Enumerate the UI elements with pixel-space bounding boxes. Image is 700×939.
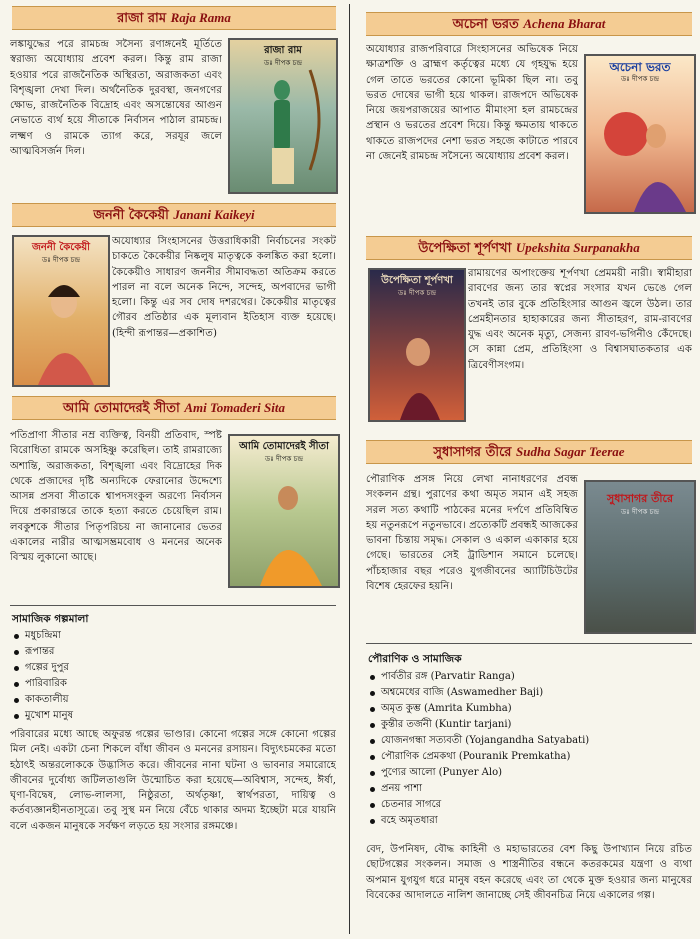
list-item: যোজনগন্ধা সত্যবতী (Yojangandha Satyabati)	[368, 733, 589, 749]
list-item: চেতনার সাগরে	[368, 797, 589, 813]
list-item: প্রনয় পাশা	[368, 781, 589, 797]
cover-title: সুধাসাগর তীরে	[606, 492, 674, 505]
book-cover-achena-bharat	[584, 54, 696, 214]
list-item: বহে অমৃতধারা	[368, 813, 589, 829]
list-item: রূপান্তর	[12, 644, 73, 660]
list-item: অমৃত কুম্ভ (Amrita Kumbha)	[368, 701, 589, 717]
book-cover-upekshita-surpanakha	[368, 268, 466, 422]
social-description: পরিবারের মধ্যে আছে অফুরন্ত গল্পের ভাণ্ডার। কোনো গল্পের সঙ্গে কোনো গল্পের মিল নেই। একটা চেনা শিকলে বাঁধা জীবন ও মননের রসায়ন। বিদ্যুৎচমকের মতো হঠাৎই অন্তরলোককে উদ্ভাসিত করে। জীবনের নানা ঘটনা ও ভাবনার সমারোহে জীবনের দুর্বোধ্য জটিলতাগুলি উন্মোচিত করা হয়েছে—অবিশ্বাস, সন্দেহ, ঈর্ষা, ঘৃণা-বিদ্বেষ, লোভ-লালসা, নিষ্ঠুরতা, অর্থতৃষ্ণা, স্বার্থপরতা, দায়িত্ব ও কর্তব্যজ্ঞানহীনতাসূত্রে। তবু সুস্থ মন নিয়ে বেঁচে থাকার অদম্য ইচ্ছেটা মরে যায়নি বলে একজন মানুষকে সর্বক্ষণ লড়তে হয় সংসার রঙ্গমঞ্চে।	[10, 729, 336, 832]
list-item: পৌরাণিক প্রেমকথা (Pouranik Premkatha)	[368, 749, 589, 765]
section-heading-mythic: পৌরাণিক ও সামাজিক	[368, 653, 462, 665]
book-description: পতিপ্রাণা সীতার নম্র ব্যক্তিত্ব, বিনয়ী প্রতিবাদ, স্পষ্ট বিরোধিতা রামকে অসহিষ্ণু করেছিল। তাই রামরাজ্যে অশান্তি, অরাজকতা, বিশৃঙ্খলা এবং বিদ্রোহের দিক থেকে প্রজাদের দৃষ্টি অন্যদিকে ফেরানোর উদ্দেশ্যে আসন্ন প্রসবা সীতাকে শ্বাপদসংকুল অরণ্যে নির্বাসন দিয়ে প্রকারান্তরে তাকে হত্যা করতে চেয়েছিল রাম। লবকুশকে সীতার পিতৃপরিচয় না জানানোর ভেতর একালের নারীর আত্মসম্ভ্রমবোধ ও মননের অনেক বিস্ময় লুকানো আছে।	[10, 430, 222, 564]
kaikeyi-illustration	[14, 237, 108, 385]
book-description: অযোধ্যার সিংহাসনের উত্তরাধিকারী নির্বাচনের সংকট চাকতে কৈকেয়ীর নিষ্কলুষ মাতৃত্বকে কলঙ্কিত করা হলো। কৈকেয়ীও সাধারণ জননীর সীমাবদ্ধতা অতিক্রম করতে পারল না বলে অনেক নিন্দে, সন্দেহ, অপবাদের ভাগী হলো। কিন্তু এর সব দোষ দশরথের। কৈকেয়ীর মাতৃত্বের গৌরব প্রতিষ্ঠার এক মূল্যবান ইতিহাস ব্যক্ত হয়েছে। (হিন্দী রূপান্তর—প্রকাশিত)	[112, 236, 336, 339]
book-header-sudha-sagar-teerae: সুধাসাগর তীরে Sudha Sagar Teerae	[366, 440, 692, 464]
cover-author: ডঃ দীপক চন্দ্র	[397, 289, 437, 297]
section-heading-social: সামাজিক গল্পমালা	[12, 613, 89, 625]
rama-illustration	[230, 40, 336, 192]
list-item: অশ্বমেধের বাজি (Aswamedher Baji)	[368, 685, 589, 701]
list-item: কাকতালীয়	[12, 692, 73, 708]
book-header-raja-rama: রাজা রাম Raja Rama	[12, 6, 336, 30]
cover-author: ডঃ দীপক চন্দ্র	[620, 508, 660, 516]
surpanakha-illustration	[370, 270, 464, 420]
cover-title: জননী কৈকেয়ী	[31, 242, 91, 253]
mythic-stories-list	[368, 669, 589, 829]
cover-author: ডঃ দীপক চন্দ্র	[41, 256, 81, 264]
list-item: মধুচন্দ্রিমা	[12, 628, 73, 644]
cover-author: ডঃ দীপক চন্দ্র	[264, 455, 304, 463]
book-header-achena-bharat: অচেনা ভরত Achena Bharat	[366, 12, 692, 36]
book-cover-ami-tomaderi-sita	[228, 434, 340, 588]
list-item: কুন্তীর তর্জনী (Kuntir tarjani)	[368, 717, 589, 733]
list-item: গল্পের দুপুর	[12, 660, 73, 676]
book-description: লঙ্কাযুদ্ধের পরে রামচন্দ্র সসৈন্য রণাঙ্গনেই মূর্তিতে স্বরাজ্য অযোধ্যায় প্রবেশ করল। কিন্তু রাম রাজা হওয়ার পরে রাজনৈতিক অস্থিরতা, অরাজকতা এবং বিশৃঙ্খলা দেখা দিল। অর্থনৈতিক দুরবস্থা, জনগণের ক্ষোভ, রাজনৈতিক বিদ্রোহ এবং অসন্তোষের আগুন নেভাতে ব্যর্থ হয়ে সীতাকে নির্বাসন পাঠাল রামচন্দ্র। লক্ষ্মণ ও রামকে ত্যাগ করে, সরযূর জলে আত্মবিসর্জন দিল।	[10, 39, 222, 158]
social-stories-list	[12, 628, 73, 724]
cover-author: ডঃ দীপক চন্দ্র	[263, 59, 303, 67]
list-item: মুখোশ মানুষ	[12, 708, 73, 724]
section-rule	[10, 605, 336, 606]
list-item: পারিবারিক	[12, 676, 73, 692]
cover-title: আমি তোমাদেরই সীতা	[239, 441, 329, 452]
book-header-upekshita-surpanakha: উপেক্ষিতা শূর্পণখা Upekshita Surpanakha	[366, 236, 692, 260]
book-cover-raja-rama	[228, 38, 338, 194]
cover-title: অচেনা ভরত	[609, 60, 671, 74]
book-cover-janani-kaikeyi	[12, 235, 110, 387]
list-item: পার্বতীর রঙ্গ (Parvatir Ranga)	[368, 669, 589, 685]
book-description: রামায়ণের অপাংক্তেয় শূর্পণখা প্রেমময়ী নারী। স্বামীহারা রাবণের জন্য তার স্বপ্নের সংসার যখন ভেঙে গেল তখনই তার বুকে প্রতিহিংসার আগুন জ্বলে উঠল। তার প্রেমহীনতার হাহাকারের জন্য সীতাহরণ, রাম-রাবণের যুদ্ধ এবং অনেক মৃত্যু, সেজন্য রাবণ-ভগিনীও কেঁদেছে। সে কান্না প্রেম, প্রতিহিংসা ও বিশ্বাসঘাতকতার এক ত্রিবেণীসংগম।	[468, 268, 692, 371]
book-description: পৌরাণিক প্রসঙ্গ নিয়ে লেখা নানাধরণের প্রবন্ধ সংকলন গ্রন্থ। পুরাণের কথা অমৃত সমান এই সহজ সরল সত্য কথাটি পাঠকের মনের দর্পণে প্রতিবিম্বিত হয় নতুনরূপে নতুনভাবে। প্রত্যেকটি প্রবন্ধই আজকের ভাবনা চিন্তায় সমৃদ্ধ। সেকাল ও একাল একাকার হয়ে গেছে। ভারতের সেই ট্রাডিশান সমানে চলেছে। পাঁচহাজার বছর পরেও যুগজীবনের অ্যাটিচিউটের বিশেষ হেরফের হয়নি।	[366, 474, 578, 593]
column-divider	[349, 4, 350, 934]
cover-title: রাজা রাম	[264, 45, 302, 56]
book-cover-sudha-sagar-teerae	[584, 480, 696, 634]
book-header-ami-tomaderi-sita: আমি তোমাদেরই সীতা Ami Tomaderi Sita	[12, 396, 336, 420]
cover-author: ডঃ দীপক চন্দ্র	[620, 75, 660, 83]
bharat-illustration	[586, 56, 694, 212]
section-rule	[366, 643, 692, 644]
book-header-janani-kaikeyi: জননী কৈকেয়ী Janani Kaikeyi	[12, 203, 336, 227]
cover-title: উপেক্ষিতা শূর্পণখা	[381, 275, 453, 286]
mythic-description: বেদ, উপনিষদ, বৌদ্ধ কাহিনী ও মহাভারতের বেশ কিছু উপাখ্যান নিয়ে রচিত ছোটগল্পের সংকলন। সমাজ ও শাস্ত্রনীতির বন্ধনে কতরকমের যন্ত্রণা ও ব্যথা অপমান যুগযুগ ধরে মানুষ বহন করেছে এবং তা থেকে মুক্ত হওয়ার জন্য মানুষের বিবেকের আদালতে নালিশ জানাচ্ছে সেই জীবনচিত্র নিয়ে একালের গল্প।	[366, 844, 692, 901]
sita-illustration	[230, 436, 338, 586]
list-item: পুণ্যের আলো (Punyer Alo)	[368, 765, 589, 781]
book-description: অযোধ্যার রাজপরিবারে সিংহাসনের অভিষেক নিয়ে ক্ষাত্রশক্তি ও ব্রাহ্মণ কর্তৃত্বের মধ্যে যে গৃহযুদ্ধ হয়ে গেল তাতে ভরতের কোনো ভূমিকা ছিল না। তবু ভরত দোষের ভাগী হয়ে থাকল। রাজপদে অভিষেক নিয়ে জয়পরাজয়ের আপাত মীমাংসা হল রামচন্দ্রের প্রস্থান ও ভরতের প্রবেশ দিয়ে। কিন্তু ক্ষমতায় থাকতে থাকতে রাজপদের নেশা ভরত সহজে কাটাতে পারবে না জেনেই রামচন্দ্র সসৈন্যে অযোধ্যায় প্রবেশ করল।	[366, 44, 578, 163]
